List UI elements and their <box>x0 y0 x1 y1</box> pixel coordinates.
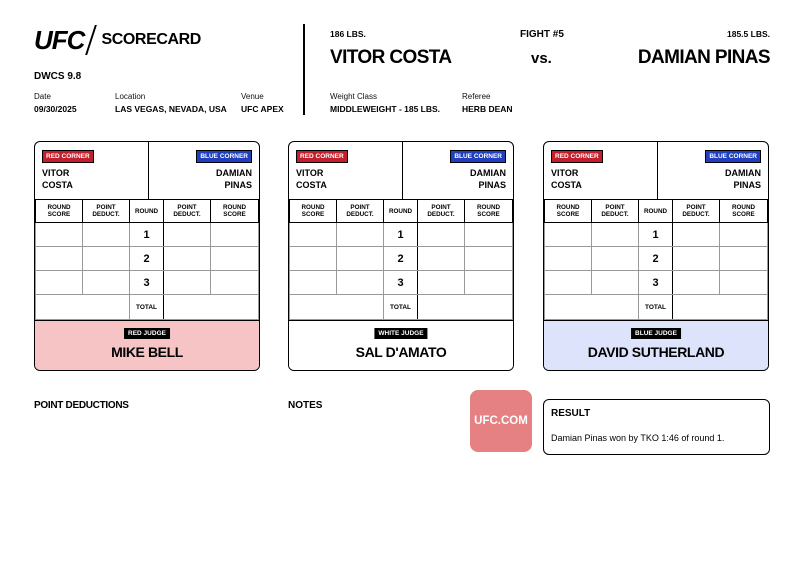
blue-score-cell <box>465 247 513 271</box>
blue-point-deduct-header: POINT DEDUCT. <box>673 200 720 223</box>
total-label: TOTAL <box>384 295 418 320</box>
blue-score-cell <box>211 271 259 295</box>
referee-label: Referee <box>462 92 491 101</box>
blue-corner-badge: BLUE CORNER <box>705 150 761 163</box>
blue-point-deduct-header: POINT DEDUCT. <box>164 200 211 223</box>
ufc-logo <box>34 24 201 56</box>
blue-deduct-cell <box>418 271 465 295</box>
judge-scorecard-2 <box>288 141 514 371</box>
round-header: ROUND <box>384 200 418 223</box>
header-divider <box>303 24 305 115</box>
red-last-name: COSTA <box>296 180 327 190</box>
red-point-deduct-header: POINT DEDUCT. <box>83 200 130 223</box>
blue-score-cell <box>211 223 259 247</box>
result-box <box>543 399 770 455</box>
weight-class-label: Weight Class <box>330 92 377 101</box>
referee-value: HERB DEAN <box>462 104 513 114</box>
red-score-cell <box>290 223 337 247</box>
judge-name: DAVID SUTHERLAND <box>587 344 725 360</box>
corner-names <box>544 142 768 200</box>
round-number: 3 <box>639 271 673 295</box>
blue-deduct-cell <box>164 271 211 295</box>
round-number: 1 <box>130 223 164 247</box>
point-deductions-heading: POINT DEDUCTIONS <box>34 400 129 411</box>
blue-score-cell <box>465 223 513 247</box>
red-score-cell <box>36 247 83 271</box>
red-corner-badge: RED CORNER <box>551 150 603 163</box>
corner-names <box>289 142 513 200</box>
red-total-cell <box>36 295 130 320</box>
red-fighter-name: VITOR COSTA <box>330 47 452 68</box>
judge-badge: RED JUDGE <box>124 328 170 339</box>
red-total-cell <box>290 295 384 320</box>
blue-score-cell <box>465 271 513 295</box>
blue-deduct-cell <box>673 247 720 271</box>
venue-value: UFC APEX <box>241 104 284 114</box>
judge-scorecard-1 <box>34 141 260 371</box>
blue-score-cell <box>720 223 768 247</box>
red-round-score-header: ROUND SCORE <box>36 200 83 223</box>
event-name: DWCS 9.8 <box>34 71 82 82</box>
blue-weight: 185.5 LBS. <box>727 29 770 39</box>
location-label: Location <box>115 92 146 101</box>
round-number: 3 <box>130 271 164 295</box>
blue-round-score-header: ROUND SCORE <box>720 200 768 223</box>
red-first-name: VITOR <box>551 168 579 178</box>
blue-deduct-cell <box>418 247 465 271</box>
corner-divider <box>148 142 149 199</box>
red-deduct-cell <box>592 271 639 295</box>
red-score-cell <box>545 223 592 247</box>
red-deduct-cell <box>337 223 384 247</box>
corner-divider <box>402 142 403 199</box>
logo-slash <box>86 25 98 55</box>
blue-score-cell <box>720 271 768 295</box>
blue-total-cell <box>673 295 768 320</box>
judge-box <box>35 320 259 370</box>
location-value: LAS VEGAS, NEVADA, USA <box>115 104 227 114</box>
blue-last-name: PINAS <box>224 180 252 190</box>
judge-name: SAL D'AMATO <box>355 344 447 360</box>
venue-label: Venue <box>241 92 264 101</box>
blue-point-deduct-header: POINT DEDUCT. <box>418 200 465 223</box>
red-point-deduct-header: POINT DEDUCT. <box>592 200 639 223</box>
judge-box <box>289 320 513 370</box>
round-number: 1 <box>639 223 673 247</box>
blue-fighter-name: DAMIAN PINAS <box>637 47 770 68</box>
date-label: Date <box>34 92 51 101</box>
blue-last-name: PINAS <box>478 180 506 190</box>
blue-score-cell <box>211 247 259 271</box>
blue-deduct-cell <box>164 247 211 271</box>
score-grid <box>544 199 768 320</box>
round-header: ROUND <box>130 200 164 223</box>
result-text: Damian Pinas won by TKO 1:46 of round 1. <box>551 433 725 443</box>
red-score-cell <box>36 271 83 295</box>
red-weight: 186 LBS. <box>330 29 366 39</box>
red-score-cell <box>545 271 592 295</box>
red-round-score-header: ROUND SCORE <box>290 200 337 223</box>
red-corner-badge: RED CORNER <box>296 150 348 163</box>
round-number: 2 <box>130 247 164 271</box>
blue-total-cell <box>418 295 513 320</box>
score-grid <box>35 199 259 320</box>
corner-divider <box>657 142 658 199</box>
result-title: RESULT <box>551 408 591 419</box>
logo-text: UFC <box>34 24 85 55</box>
blue-total-cell <box>164 295 259 320</box>
blue-corner-badge: BLUE CORNER <box>450 150 506 163</box>
notes-heading: NOTES <box>288 400 323 411</box>
blue-first-name: DAMIAN <box>725 168 761 178</box>
scorecard-title: SCORECARD <box>101 31 201 48</box>
versus-label: vs. <box>531 50 552 67</box>
judge-name: MIKE BELL <box>111 344 183 360</box>
judge-scorecard-3 <box>543 141 769 371</box>
round-number: 1 <box>384 223 418 247</box>
red-last-name: COSTA <box>551 180 582 190</box>
corner-names <box>35 142 259 200</box>
red-score-cell <box>290 247 337 271</box>
red-score-cell <box>545 247 592 271</box>
red-deduct-cell <box>337 271 384 295</box>
red-deduct-cell <box>592 223 639 247</box>
red-score-cell <box>36 223 83 247</box>
judge-badge: WHITE JUDGE <box>374 328 427 339</box>
judge-badge: BLUE JUDGE <box>631 328 681 339</box>
red-total-cell <box>545 295 639 320</box>
red-point-deduct-header: POINT DEDUCT. <box>337 200 384 223</box>
red-corner-badge: RED CORNER <box>42 150 94 163</box>
blue-deduct-cell <box>673 271 720 295</box>
blue-last-name: PINAS <box>733 180 761 190</box>
blue-first-name: DAMIAN <box>216 168 252 178</box>
blue-corner-badge: BLUE CORNER <box>196 150 252 163</box>
round-number: 3 <box>384 271 418 295</box>
ufc-com-logo[interactable]: UFC.COM <box>470 390 532 452</box>
date-value: 09/30/2025 <box>34 104 77 114</box>
red-deduct-cell <box>592 247 639 271</box>
red-deduct-cell <box>83 223 130 247</box>
blue-score-cell <box>720 247 768 271</box>
red-round-score-header: ROUND SCORE <box>545 200 592 223</box>
red-deduct-cell <box>83 247 130 271</box>
red-last-name: COSTA <box>42 180 73 190</box>
judge-box <box>544 320 768 370</box>
red-first-name: VITOR <box>296 168 324 178</box>
red-first-name: VITOR <box>42 168 70 178</box>
blue-first-name: DAMIAN <box>470 168 506 178</box>
total-label: TOTAL <box>130 295 164 320</box>
blue-round-score-header: ROUND SCORE <box>211 200 259 223</box>
blue-deduct-cell <box>673 223 720 247</box>
red-deduct-cell <box>83 271 130 295</box>
blue-deduct-cell <box>418 223 465 247</box>
blue-deduct-cell <box>164 223 211 247</box>
round-header: ROUND <box>639 200 673 223</box>
red-score-cell <box>290 271 337 295</box>
round-number: 2 <box>384 247 418 271</box>
round-number: 2 <box>639 247 673 271</box>
weight-class-value: MIDDLEWEIGHT - 185 LBS. <box>330 104 441 114</box>
score-grid <box>289 199 513 320</box>
red-deduct-cell <box>337 247 384 271</box>
total-label: TOTAL <box>639 295 673 320</box>
blue-round-score-header: ROUND SCORE <box>465 200 513 223</box>
fight-number: FIGHT #5 <box>520 29 564 40</box>
